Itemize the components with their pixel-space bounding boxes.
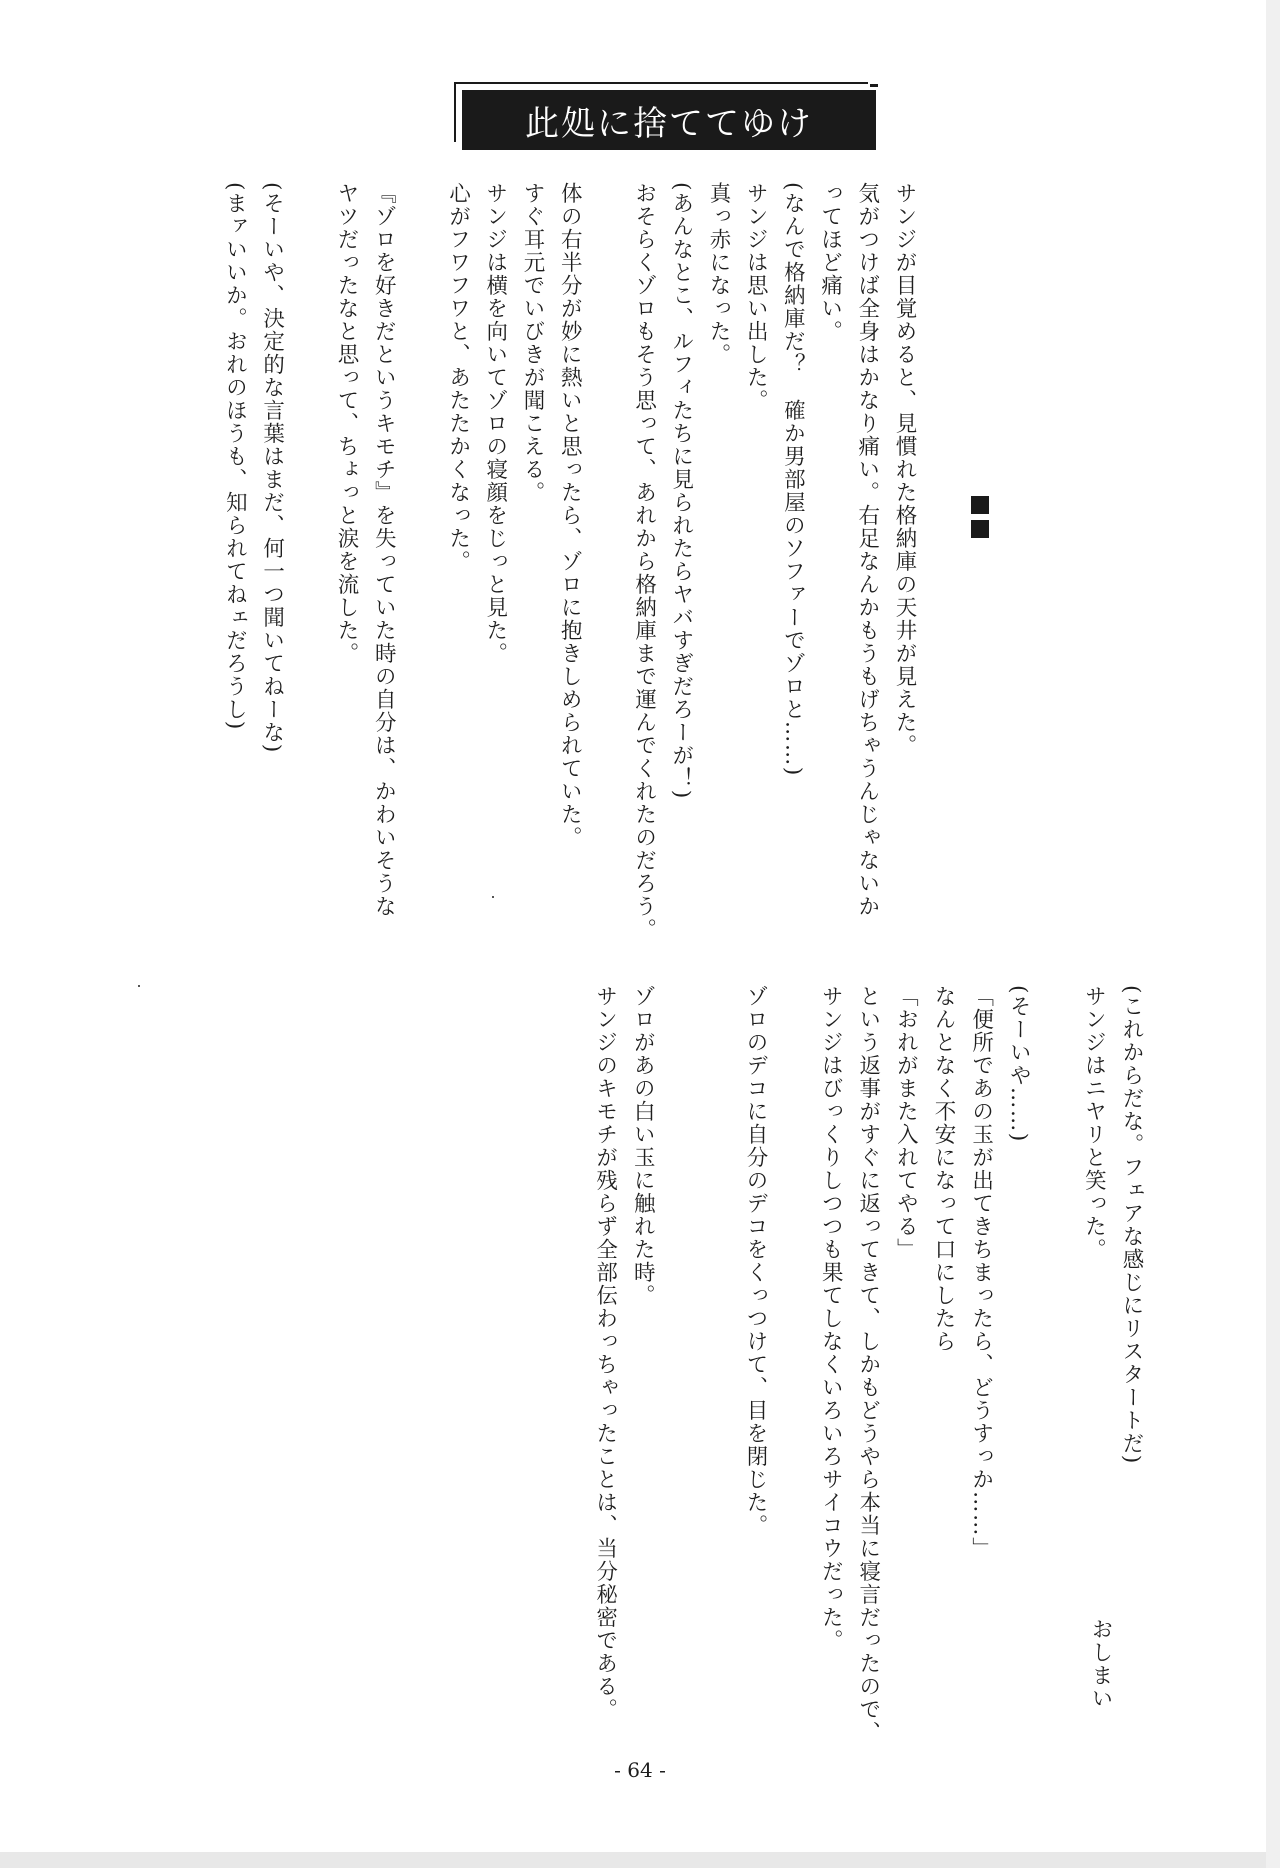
page-number: - 64 - — [614, 1758, 666, 1782]
text-column: (そーいや、決定的な言葉はまだ、何一つ聞いてねーな) — [259, 182, 285, 754]
text-column: ってほど痛い。 — [817, 182, 843, 343]
text-column: 真っ赤になった。 — [706, 182, 731, 366]
text-column: ゾロがあの白い玉に触れた時。 — [630, 985, 656, 1307]
section-marker-icon — [971, 496, 989, 540]
ending-text: おしまい — [1088, 1618, 1113, 1710]
scan-speck — [138, 985, 140, 987]
text-column: サンジは思い出した。 — [743, 182, 769, 412]
text-column: (これからだな。フェアな感じにリスタートだ) — [1119, 985, 1144, 1465]
text-column: サンジはびっくりしつつも果てしなくいろいろサイコウだった。 — [818, 985, 844, 1652]
text-column: ヤツだったなと思って、ちょっと涙を流した。 — [334, 182, 359, 665]
text-column: 『ゾロを好きだというキモチ』を失っていた時の自分は、かわいそうな — [371, 182, 397, 918]
text-column: ゾロのデコに自分のデコをくっつけて、目を閉じた。 — [743, 985, 768, 1537]
text-column: 「おれがまた入れてやる」 — [893, 985, 919, 1261]
title-banner — [462, 90, 876, 150]
text-column: (そーいや……) — [1006, 985, 1032, 1143]
text-column: (まァいいか。おれのほうも、知られてねェだろうし) — [222, 182, 248, 731]
text-column: サンジは横を向いてゾロの寝顔をじっと見た。 — [482, 182, 508, 665]
text-column: (なんで格納庫だ？ 確か男部屋のソファーでゾロと……) — [780, 182, 806, 777]
title-top-rule — [458, 84, 878, 87]
text-column: なんとなく不安になって口にしたら — [931, 985, 956, 1353]
text-column: 心がフワフワと、あたたかくなった。 — [445, 182, 471, 573]
story-title: 此処に捨ててゆけ — [525, 103, 813, 144]
text-column: という返事がすぐに返ってきて、しかもどうやら本当に寝言だったので、 — [855, 985, 881, 1744]
text-column: サンジのキモチが残らず全部伝わっちゃったことは、当分秘密である。 — [592, 985, 618, 1721]
text-column: 体の右半分が妙に熱いと思ったら、ゾロに抱きしめられていた。 — [557, 182, 583, 849]
text-column: すぐ耳元でいびきが聞こえる。 — [520, 182, 545, 504]
page-right-edge — [1266, 0, 1280, 1868]
text-column: サンジはニヤリと笑った。 — [1081, 985, 1107, 1261]
page-bottom-edge — [0, 1852, 1280, 1868]
scan-speck — [492, 896, 494, 898]
text-column: サンジが目覚めると、見慣れた格納庫の天井が見えた。 — [892, 182, 917, 757]
text-column: 「便所であの玉が出てきちまったら、どうすっか……」 — [968, 985, 994, 1560]
text-column: おそらくゾロもそう思って、あれから格納庫まで運んでくれたのだろう。 — [631, 182, 657, 941]
text-column: (あんなとこ、ルフィたちに見られたらヤバすぎだろーが！) — [668, 182, 694, 800]
text-column: 気がつけば全身はかなり痛い。右足なんかもうもげちゃうんじゃないか — [854, 182, 880, 918]
